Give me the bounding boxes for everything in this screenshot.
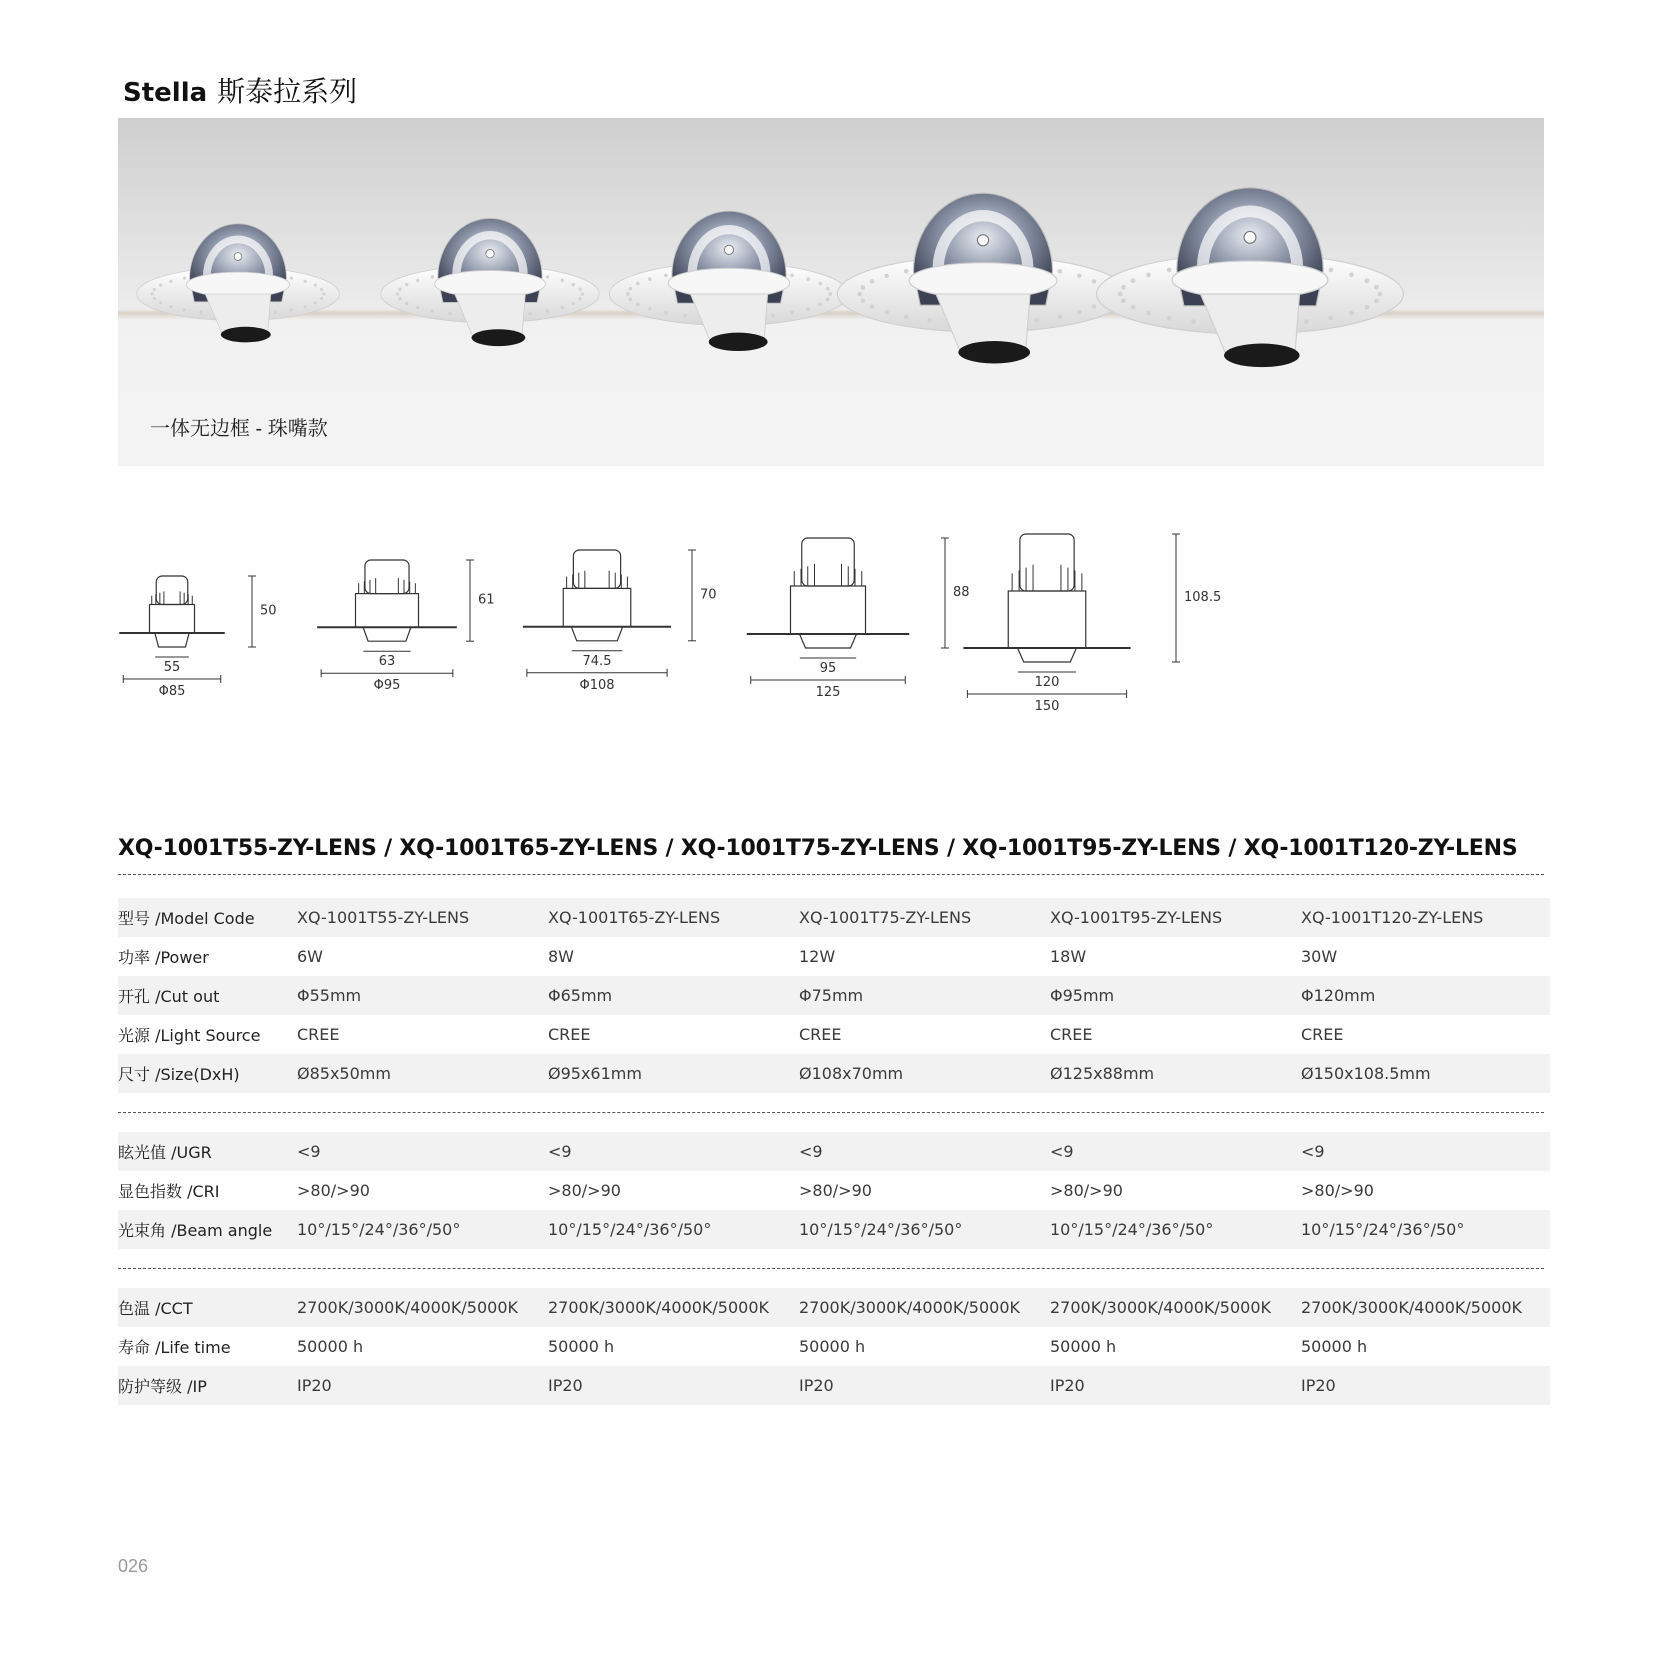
spec-label: 寿命 /Life time [118, 1338, 231, 1357]
spec-value: 10°/15°/24°/36°/50° [295, 1210, 546, 1249]
spec-label: 防护等级 /IP [118, 1366, 295, 1405]
spec-value: 6W [297, 947, 323, 966]
spec-value: IP20 [546, 1366, 797, 1405]
bottom-width-label: 74.5 [582, 653, 612, 669]
spec-value: <9 [546, 1132, 797, 1171]
spec-value: 30W [1301, 947, 1338, 966]
series-name-en: Stella [123, 78, 208, 108]
models-heading: XQ-1001T55-ZY-LENS / XQ-1001T65-ZY-LENS / XQ-1001T75-ZY-LENS / XQ-1001T95-ZY-LENS / XQ-1001T120-ZY-LENS [118, 836, 1518, 861]
spec-label: 光束角 /Beam angle [118, 1210, 295, 1249]
height-label: 61 [478, 592, 495, 608]
height-label: 88 [953, 585, 970, 600]
spec-value: Φ95mm [1048, 976, 1299, 1015]
spec-value: >80/>90 [297, 1181, 370, 1200]
spec-row [118, 1288, 1550, 1327]
spec-value: >80/>90 [799, 1181, 872, 1200]
spec-row [118, 976, 1550, 1015]
spec-value: CREE [548, 1025, 591, 1044]
bottom-width-label: 95 [819, 661, 837, 676]
spec-label: 开孔 /Cut out [118, 976, 295, 1015]
bottom-width-label: 55 [163, 660, 181, 675]
spec-value: >80/>90 [1050, 1181, 1123, 1200]
spec-value: XQ-1001T75-ZY-LENS [797, 898, 1048, 937]
spec-value: 50000 h [297, 1337, 364, 1356]
spec-value: 10°/15°/24°/36°/50° [1299, 1210, 1550, 1249]
spec-value: <9 [1048, 1132, 1299, 1171]
product-photo [118, 118, 1544, 466]
spec-value: Φ55mm [295, 976, 546, 1015]
spec-label: 眩光值 /UGR [118, 1132, 295, 1171]
spec-value: 2700K/3000K/4000K/5000K [1299, 1288, 1550, 1327]
spec-value: XQ-1001T65-ZY-LENS [546, 898, 797, 937]
spec-row [118, 1015, 1550, 1054]
spec-label: 显色指数 /CRI [118, 1182, 220, 1201]
page-number: 026 [118, 1556, 149, 1576]
dimension-drawing [747, 538, 970, 700]
spec-value: IP20 [1299, 1366, 1550, 1405]
divider [118, 874, 1544, 875]
spec-value: <9 [295, 1132, 546, 1171]
outer-diameter-label: 150 [1034, 699, 1060, 710]
spec-value: Ø150x108.5mm [1299, 1054, 1550, 1093]
spec-row [118, 1366, 1550, 1405]
spec-row [118, 1171, 1550, 1210]
divider [118, 1268, 1544, 1269]
spec-row [118, 898, 1550, 937]
outer-diameter-label: 125 [815, 685, 841, 700]
spec-value: IP20 [295, 1366, 546, 1405]
spec-value: Φ75mm [797, 976, 1048, 1015]
spec-label: 尺寸 /Size(DxH) [118, 1054, 295, 1093]
outer-diameter-label: Φ95 [373, 678, 401, 694]
spec-row [118, 1132, 1550, 1171]
spec-row [118, 937, 1550, 976]
spec-row [118, 1327, 1550, 1366]
spec-value: 10°/15°/24°/36°/50° [546, 1210, 797, 1249]
spec-value: Ø85x50mm [295, 1054, 546, 1093]
spec-value: <9 [797, 1132, 1048, 1171]
spec-value: CREE [1050, 1025, 1093, 1044]
spec-value: IP20 [797, 1366, 1048, 1405]
spec-value: Φ65mm [546, 976, 797, 1015]
spec-value: 50000 h [1050, 1337, 1117, 1356]
outer-diameter-label: Φ108 [579, 677, 615, 693]
spec-value: Ø125x88mm [1048, 1054, 1299, 1093]
spec-label: 光源 /Light Source [118, 1026, 261, 1045]
spec-value: 2700K/3000K/4000K/5000K [546, 1288, 797, 1327]
spec-value: 10°/15°/24°/36°/50° [1048, 1210, 1299, 1249]
spec-table-optical [118, 1132, 1550, 1249]
spec-value: 2700K/3000K/4000K/5000K [295, 1288, 546, 1327]
spec-row [118, 1054, 1550, 1093]
series-name-cn: 斯泰拉系列 [217, 76, 358, 107]
page-title [123, 70, 357, 110]
spec-value: Φ120mm [1299, 976, 1550, 1015]
dimension-drawing [523, 550, 717, 693]
dimension-drawing [963, 534, 1221, 710]
spec-table-general [118, 898, 1550, 1093]
height-label: 108.5 [1184, 590, 1222, 605]
spec-value: 2700K/3000K/4000K/5000K [1048, 1288, 1299, 1327]
bottom-width-label: 120 [1034, 675, 1060, 690]
spec-value: XQ-1001T120-ZY-LENS [1299, 898, 1550, 937]
dimension-drawing [317, 560, 494, 693]
spec-value: CREE [297, 1025, 340, 1044]
spec-value: XQ-1001T55-ZY-LENS [295, 898, 546, 937]
spec-table-lifetime [118, 1288, 1550, 1405]
height-label: 50 [260, 603, 277, 619]
spec-value: 50000 h [1301, 1337, 1368, 1356]
bottom-width-label: 63 [378, 654, 396, 670]
spec-row [118, 1210, 1550, 1249]
spec-value: Ø108x70mm [797, 1054, 1048, 1093]
spec-value: >80/>90 [548, 1181, 621, 1200]
spec-value: CREE [1301, 1025, 1344, 1044]
spec-value: XQ-1001T95-ZY-LENS [1048, 898, 1299, 937]
spec-label: 色温 /CCT [118, 1288, 295, 1327]
dimension-drawings [110, 520, 1230, 710]
spec-value: 18W [1050, 947, 1087, 966]
height-label: 70 [700, 587, 717, 603]
spec-label: 型号 /Model Code [118, 898, 295, 937]
spec-value: 2700K/3000K/4000K/5000K [797, 1288, 1048, 1327]
spec-value: IP20 [1048, 1366, 1299, 1405]
spec-value: CREE [799, 1025, 842, 1044]
spec-label: 功率 /Power [118, 948, 209, 967]
spec-value: 12W [799, 947, 836, 966]
spec-value: 8W [548, 947, 574, 966]
hero-caption: 一体无边框 - 珠嘴款 [150, 418, 328, 440]
spec-value: Ø95x61mm [546, 1054, 797, 1093]
divider [118, 1112, 1544, 1113]
spec-value: >80/>90 [1301, 1181, 1374, 1200]
dimension-drawing [119, 576, 276, 699]
spec-value: 10°/15°/24°/36°/50° [797, 1210, 1048, 1249]
outer-diameter-label: Φ85 [158, 684, 186, 699]
spec-value: 50000 h [548, 1337, 615, 1356]
spec-value: 50000 h [799, 1337, 866, 1356]
spec-value: <9 [1299, 1132, 1550, 1171]
